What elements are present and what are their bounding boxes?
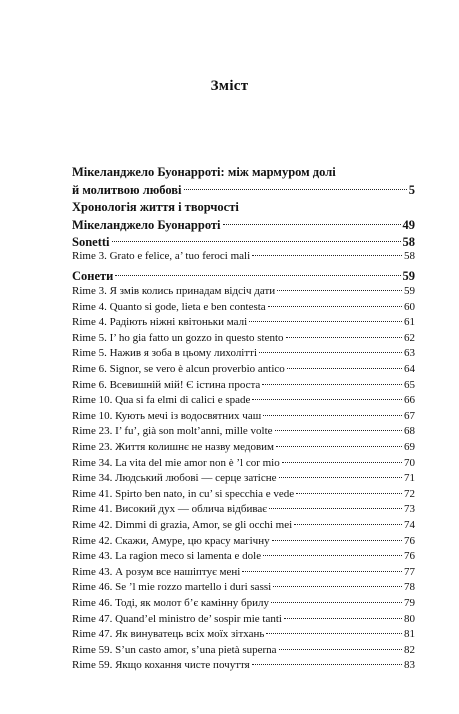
toc-entry[interactable] — [72, 331, 415, 345]
toc-entry[interactable] — [72, 315, 415, 329]
page-title: Зміст — [210, 78, 249, 94]
toc-entry[interactable] — [72, 643, 415, 657]
toc-entry[interactable] — [72, 362, 415, 376]
toc-entry[interactable] — [72, 471, 415, 485]
dot-leader — [266, 632, 402, 634]
dot-leader — [252, 254, 402, 256]
toc-page-number: 65 — [404, 378, 415, 391]
toc-section-entry[interactable] — [72, 182, 415, 198]
toc-page-number: 60 — [404, 300, 415, 313]
toc-entry[interactable] — [72, 502, 415, 516]
toc-section-entry[interactable] — [72, 234, 415, 250]
dot-leader — [269, 507, 402, 509]
toc-page-number: 78 — [404, 581, 415, 594]
toc-page-number: 72 — [404, 487, 415, 500]
toc-entry-label: Rime 46. Se ’l mie rozzo martello i duri sassi — [72, 581, 272, 594]
dot-leader — [296, 492, 402, 494]
toc-section-title-line: Хронологія життя і творчості — [72, 200, 239, 214]
toc-entry-label: Rime 34. La vita del mie amor non è ’l cor mio — [72, 456, 280, 469]
dot-leader — [115, 274, 400, 276]
toc-entry-label: Сонети — [72, 269, 114, 283]
toc-entry[interactable] — [72, 549, 415, 563]
toc-page-number: 58 — [402, 235, 415, 249]
dot-leader — [277, 289, 402, 291]
toc-page-number: 58 — [404, 250, 415, 262]
toc-page-number: 69 — [404, 441, 415, 453]
toc-entry-label: Rime 5. I’ ho gia fatto un gozzo in questo stento — [72, 331, 284, 344]
toc-entry-label: Rime 6. Signor, se vero è alcun proverbio antico — [72, 363, 285, 375]
toc-entry-label: Rime 34. Людський любові — серце затісне — [72, 472, 277, 485]
dot-leader — [271, 601, 402, 603]
dot-leader — [272, 539, 402, 541]
toc-entry[interactable] — [72, 627, 415, 641]
toc-entry-label: Sonetti — [72, 235, 110, 249]
dot-leader — [263, 554, 402, 556]
toc-entry[interactable] — [72, 487, 415, 501]
toc-entry-label: Rime 10. Qua si fa elmi di calici e spade — [72, 394, 251, 407]
dot-leader — [279, 648, 402, 650]
dot-leader — [242, 570, 402, 572]
dot-leader — [286, 336, 402, 338]
toc-page-number: 70 — [404, 456, 415, 469]
toc-entry-label: Rime 41. Високий дух — облича відбиває — [72, 503, 267, 516]
toc-entry-label: Rime 46. Тоді, як молот б’є камінну брилу — [72, 597, 269, 609]
toc-entry[interactable] — [72, 580, 415, 594]
toc-page-number: 61 — [404, 316, 415, 329]
toc-entry-label: Rime 47. Як винуватець всіх моїх зітхань — [72, 628, 265, 641]
toc-page-number: 80 — [404, 612, 415, 625]
toc-entry-label: Rime 59. S’un casto amor, s’una pietà superna — [72, 643, 277, 656]
dot-leader — [276, 445, 402, 447]
toc-entry[interactable] — [72, 378, 415, 392]
toc-entry[interactable] — [72, 424, 415, 438]
toc-entry-label: Rime 3. Grato e felice, a’ tuo feroci mali — [72, 250, 251, 262]
toc-entry[interactable] — [72, 300, 415, 314]
toc-entry-label: Rime 42. Dimmi di grazia, Amor, se gli occhi mei — [72, 519, 293, 531]
toc-entry-label: Rime 59. Якщо кохання чисте почуття — [72, 659, 250, 672]
toc-entry[interactable] — [72, 440, 415, 454]
toc-entry-label: Rime 23. Життя колишнє не назву медовим — [72, 441, 274, 453]
toc-page-number: 49 — [402, 218, 415, 232]
toc-entry-label: Rime 5. Нажив я зоба в цьому лихолітті — [72, 347, 258, 360]
toc-page-number: 59 — [404, 285, 415, 297]
toc-page-number: 71 — [404, 472, 415, 485]
toc-entry-label: Rime 10. Кують мечі із водосвятних чаш — [72, 409, 262, 422]
toc-entry[interactable] — [72, 249, 415, 263]
toc-page-number: 83 — [404, 659, 415, 672]
dot-leader — [268, 305, 402, 307]
toc-page-number: 81 — [404, 628, 415, 641]
toc-entry[interactable] — [72, 612, 415, 626]
toc-entry-label: Rime 43. А розум все нашіптує мені — [72, 565, 241, 578]
toc-entry[interactable] — [72, 456, 415, 470]
toc-page-number: 77 — [404, 565, 415, 578]
toc-entry-label: Rime 47. Quand’el ministro de’ sospir mie tanti — [72, 612, 282, 625]
toc-entry[interactable] — [72, 409, 415, 423]
dot-leader — [279, 476, 403, 478]
dot-leader — [252, 398, 402, 400]
toc-page-number: 64 — [404, 363, 415, 375]
toc-entry-label: Rime 41. Spirto ben nato, in cu’ si specchia e vede — [72, 487, 295, 500]
toc-entry[interactable] — [72, 596, 415, 610]
toc-entry-label: Rime 4. Радіють ніжні квітоньки малі — [72, 316, 248, 329]
toc-entry[interactable] — [72, 534, 415, 548]
dot-leader — [252, 663, 402, 665]
dot-leader — [262, 383, 402, 385]
dot-leader — [287, 367, 402, 369]
toc-page-number: 79 — [404, 597, 415, 609]
toc-entry[interactable] — [72, 346, 415, 360]
toc-page-number: 76 — [404, 534, 415, 547]
toc-page-number: 67 — [404, 409, 415, 422]
toc-entry[interactable] — [72, 284, 415, 298]
toc-entry[interactable] — [72, 518, 415, 532]
dot-leader — [282, 461, 402, 463]
toc-entry-label: Rime 43. La ragion meco si lamenta e dole — [72, 550, 262, 563]
toc-entry-label: Rime 3. Я змів колись принадам відсіч дати — [72, 285, 276, 297]
toc-section-entry[interactable] — [72, 217, 415, 233]
toc-entry-label: Rime 42. Скажи, Амуре, цю красу магічну — [72, 534, 270, 547]
dot-leader — [249, 320, 402, 322]
dot-leader — [263, 414, 402, 416]
dot-leader — [275, 429, 402, 431]
toc-entry-label: Rime 4. Quanto si gode, lieta e ben contesta — [72, 300, 266, 313]
toc-page-number: 63 — [404, 347, 415, 360]
dot-leader — [259, 351, 402, 353]
toc-entry-label: й молитвою любові — [72, 183, 182, 197]
toc-entry-label: Мікеланджело Буонарроті — [72, 218, 221, 232]
toc-page-number: 73 — [404, 503, 415, 516]
toc-page-number: 82 — [404, 643, 415, 656]
toc-section-entry[interactable] — [72, 268, 415, 284]
toc-entry[interactable] — [72, 393, 415, 407]
toc-page-number: 76 — [404, 550, 415, 563]
toc-page-number: 66 — [404, 394, 415, 407]
toc-entry[interactable] — [72, 658, 415, 672]
dot-leader — [273, 585, 402, 587]
dot-leader — [184, 188, 407, 190]
toc-entry-label: Rime 6. Всевишній мій! Є істина проста — [72, 378, 261, 391]
toc-entry-label: Rime 23. I’ fu’, già son molt’anni, mille volte — [72, 425, 273, 438]
dot-leader — [284, 617, 402, 619]
dot-leader — [294, 523, 402, 525]
toc-page-number: 74 — [404, 519, 415, 531]
toc-page-number: 68 — [404, 425, 415, 438]
toc-section-title-line: Мікеланджело Буонарроті: між мармуром долі — [72, 165, 336, 179]
toc-page-number: 59 — [402, 269, 415, 283]
dot-leader — [223, 223, 401, 225]
dot-leader — [112, 240, 401, 242]
toc-page-number: 62 — [404, 331, 415, 344]
toc-page-number: 5 — [408, 183, 415, 197]
toc-entry[interactable] — [72, 565, 415, 579]
